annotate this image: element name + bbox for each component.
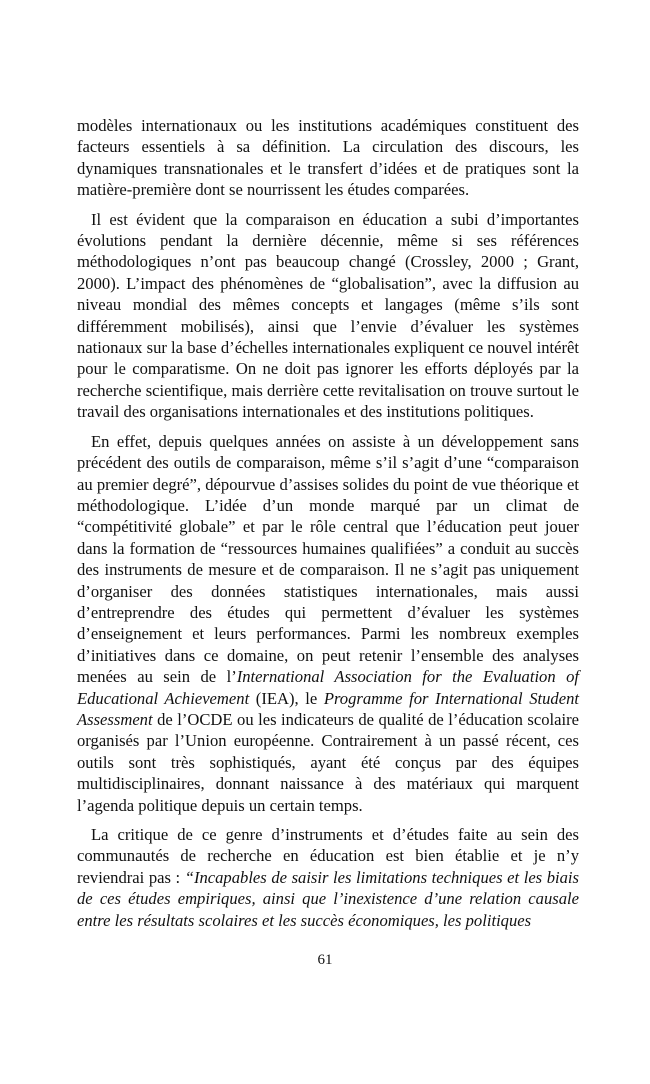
page-number: 61	[317, 952, 333, 968]
iea-title: International Association for the Evaluation of Educational Achievement	[77, 667, 579, 708]
paragraph-2-text: Il est évident que la comparaison en éducation a subi d’importantes évolutions pendant la dernière décennie, même si ses références méthodologiques n’ont pas beaucoup changé (Crossley, 2000 ; Grant, 2000). L’impact des phénomènes de “globalisation”, avec la diffusion au niveau mondial des mêmes concepts et langages (même s’ils sont différemment mobilisés), ainsi que l’envie d’évaluer les systèmes nationaux sur la base d’échelles internationales expliquent ce nouvel intérêt pour le comparatisme. On ne doit pas ignorer les efforts déployés par la recherche scientifique, mais derrière cette revitalisation on trouve surtout le travail des organisations internationales et des institutions politiques.	[77, 209, 579, 422]
paragraph-4	[77, 824, 579, 931]
paragraph-2	[77, 209, 579, 423]
paragraph-1	[77, 115, 579, 201]
pisa-title: Programme for International Student Assessment	[77, 688, 579, 729]
page-body	[77, 115, 579, 939]
quotation: “Incapables de saisir les limitations techniques et les biais de ces études empiriques, ainsi que l’inexistence d’une relation causale entre les résultats scolaires et les succès économiques, les politiques	[77, 867, 579, 930]
paragraph-4-text: La critique de ce genre d’instruments et d’études faite au sein des communautés de recherche en éducation est bien établie et je n’y reviendrai pas :	[77, 825, 579, 887]
paragraph-1-text: modèles internationaux ou les institutions académiques constituent des facteurs essentiels à sa définition. La circulation des discours, les dynamiques transnationales et le transfert d’idées et de pratiques sont la matière-première dont se nourrissent les études comparées.	[77, 116, 579, 200]
paragraph-3-text: (IEA), le	[249, 688, 324, 708]
paragraph-3	[77, 431, 579, 816]
paragraph-3-text: En effet, depuis quelques années on assiste à un développement sans précédent des outils de comparaison, même s’il s’agit d’une “comparaison au premier degré”, dépourvue d’assises solides du point de vue théorique et méthodologique. L’idée d’un monde marqué par un climat de “compétitivité globale” et par le rôle central que l’éducation peut jouer dans la formation de “ressources humaines qualifiées” a conduit au succès des instruments de mesure et de comparaison. Il ne s’agit pas uniquement d’organiser des données statistiques internationales, mais aussi d’entreprendre des études qui permettent d’évaluer les systèmes d’enseignement et leurs performances. Parmi les nombreux exemples d’initiatives dans ce domaine, on peut retenir l’ensemble des analyses menées au sein de l’	[77, 431, 579, 687]
paragraph-3-text: de l’OCDE ou les indicateurs de qualité de l’éducation scolaire organisés par l’Union européenne. Contrairement à un passé récent, ces outils sont très sophistiqués, ayant été conçus par des équipes multidisciplinaires, donnant naissance à des matériaux qui marquent l’agenda politique depuis un certain temps.	[77, 709, 579, 815]
